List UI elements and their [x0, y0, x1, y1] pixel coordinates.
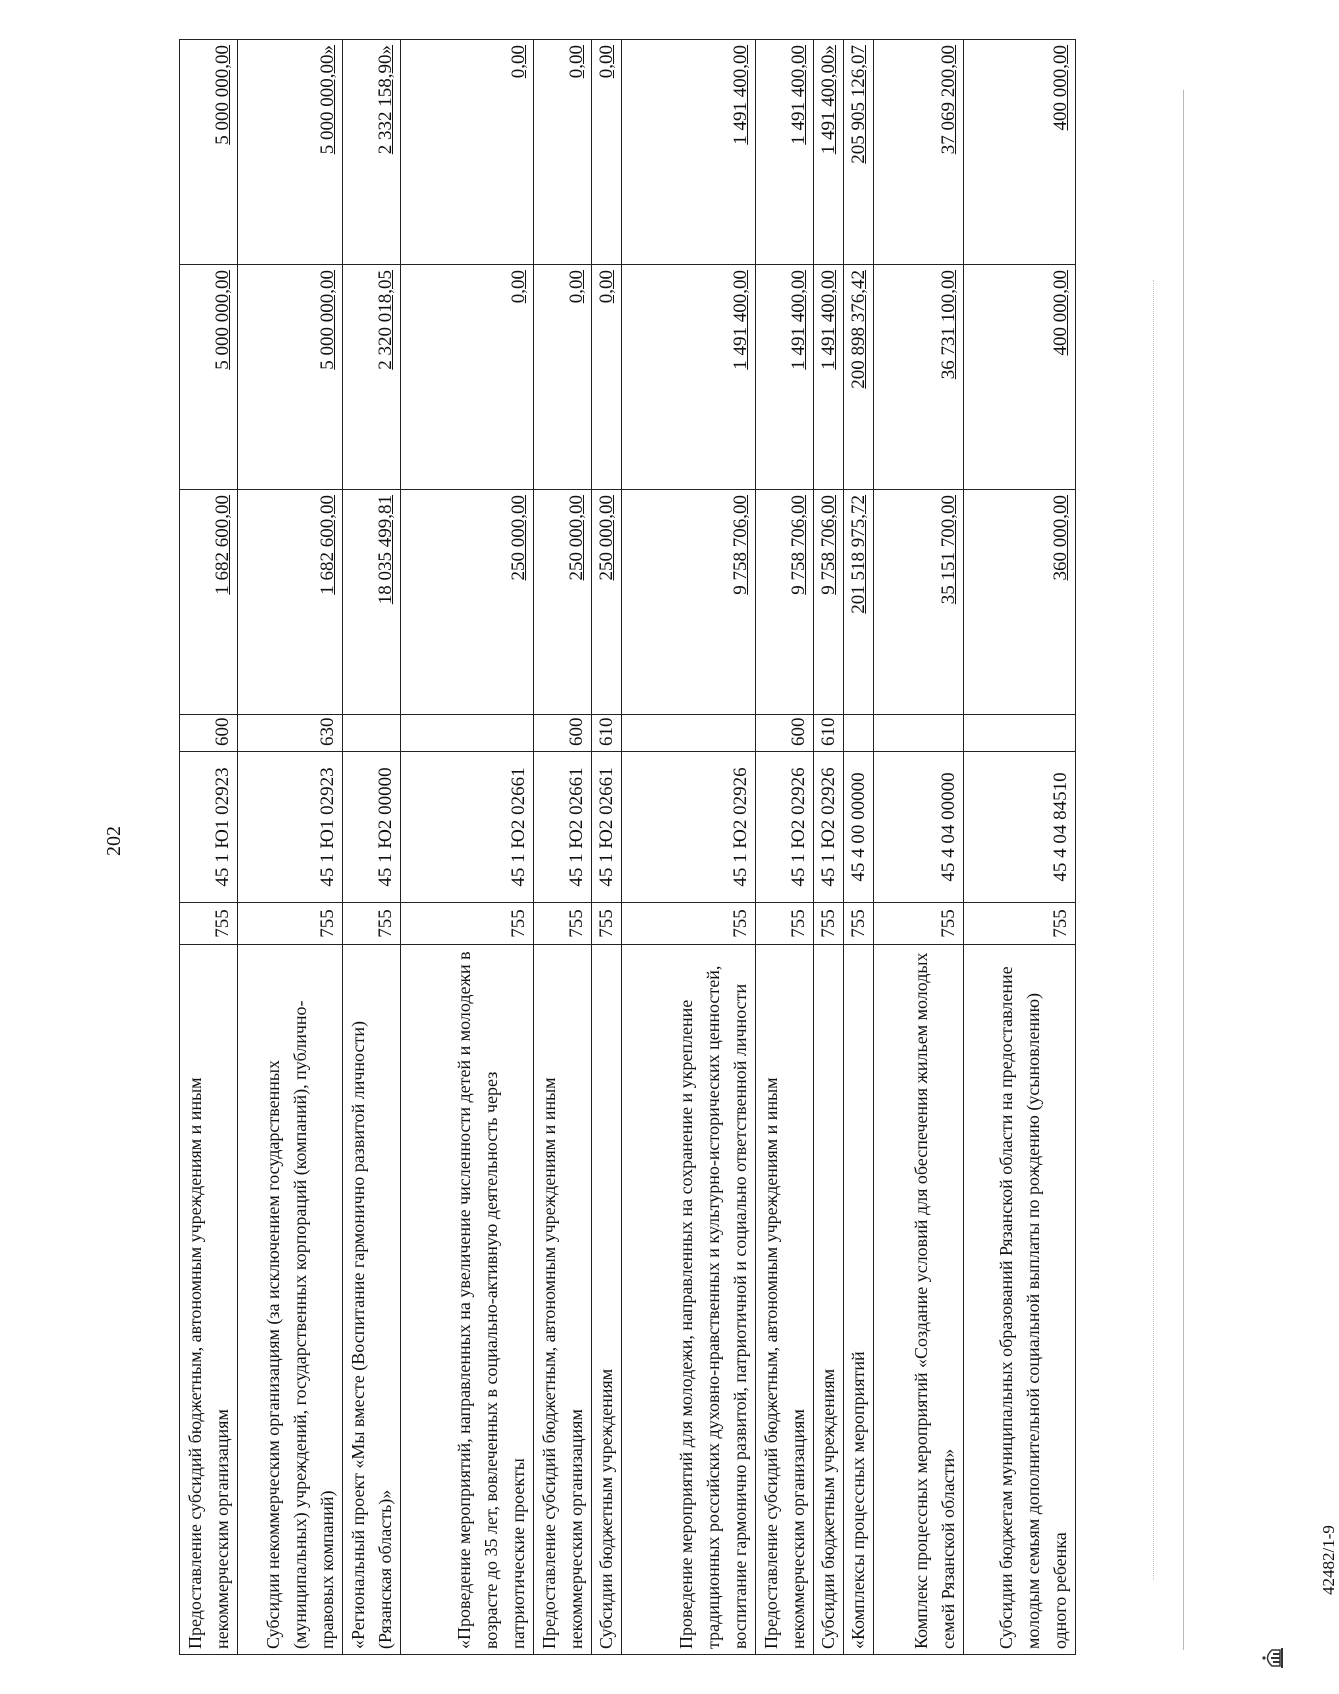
cell-target-article-text: 45 1 Ю2 00000	[375, 767, 396, 887]
cell-target-article	[874, 752, 964, 903]
cell-name-text: Комплекс процессных мероприятий «Создание условий для обеспечения жильем молодых семей Рязанской области»	[911, 952, 958, 1649]
cell-name	[622, 945, 756, 1655]
cell-ministry	[844, 903, 874, 945]
cell-target-article-text: 45 1 Ю2 02926	[818, 767, 839, 887]
cell-amount-2026	[622, 40, 756, 265]
cell-amount-2025	[343, 265, 401, 490]
cell-amount-2026-text: 37 069 200,00	[938, 45, 959, 155]
cell-name-text: «Региональный проект «Мы вместе (Воспитание гармонично развитой личности) (Рязанская область)»	[348, 1021, 395, 1649]
cell-expense-type-text: 630	[317, 717, 338, 746]
cell-ministry	[592, 903, 622, 945]
cell-amount-2025-text: 1 491 400,00	[818, 270, 839, 370]
cell-amount-2026	[964, 40, 1076, 265]
cell-name	[964, 945, 1076, 1655]
cell-amount-2026	[238, 40, 343, 265]
cell-amount-2025-text: 5 000 000,00	[317, 270, 338, 370]
cell-amount-2025	[814, 265, 844, 490]
cell-name	[844, 945, 874, 1655]
budget-table	[179, 39, 1076, 1655]
table-row	[343, 40, 401, 1655]
cell-amount-2026	[874, 40, 964, 265]
table-row	[814, 40, 844, 1655]
cell-name	[401, 945, 534, 1655]
table-row	[180, 40, 238, 1655]
cell-name-text: Субсидии некоммерческим организациям (за исключением государственных (муниципальных) учреждений, государственных корпораций (компаний), публично-правовых компаний)	[263, 1000, 337, 1649]
cell-amount-2024-text: 1 682 600,00	[212, 495, 233, 595]
cell-amount-2026	[756, 40, 814, 265]
cell-amount-2026	[844, 40, 874, 265]
cell-name	[534, 945, 592, 1655]
scan-edge-line	[1183, 90, 1184, 1650]
cell-amount-2025	[756, 265, 814, 490]
cell-amount-2026-text: 5 000 000,00»	[317, 45, 338, 155]
cell-target-article	[964, 752, 1076, 903]
cell-expense-type	[238, 715, 343, 752]
cell-ministry-text: 755	[788, 909, 809, 938]
cell-name-text: «Проведение мероприятий, направленных на увеличение численности детей и молодежи в возрасте до 35 лет, вовлеченных в социально-активную деятельность через патриотические проекты	[454, 951, 528, 1649]
table-row	[534, 40, 592, 1655]
cell-expense-type-text: 600	[212, 717, 233, 746]
cell-amount-2026-text: 400 000,00	[1050, 45, 1071, 131]
table-row	[756, 40, 814, 1655]
cell-amount-2026-text: 0,00	[596, 45, 617, 79]
scan-dots	[1153, 280, 1155, 1580]
table-body	[180, 40, 1076, 1655]
cell-target-article	[238, 752, 343, 903]
cell-ministry-text: 755	[317, 909, 338, 938]
cell-amount-2024	[622, 490, 756, 715]
cell-ministry	[814, 903, 844, 945]
cell-target-article-text: 45 4 00 00000	[848, 772, 869, 882]
cell-target-article-text: 45 1 Ю1 02923	[212, 767, 233, 887]
cell-amount-2026	[814, 40, 844, 265]
cell-amount-2026-text: 1 491 400,00	[730, 45, 751, 145]
cell-target-article	[756, 752, 814, 903]
cell-amount-2024-text: 18 035 499,81	[375, 495, 396, 605]
cell-target-article-text: 45 1 Ю2 02661	[508, 767, 529, 887]
cell-amount-2025	[622, 265, 756, 490]
cell-target-article-text: 45 4 04 84510	[1050, 772, 1071, 882]
cell-amount-2025-text: 5 000 000,00	[212, 270, 233, 370]
cell-name	[238, 945, 343, 1655]
cell-name-text: Субсидии бюджетам муниципальных образований Рязанской области на предоставление молодым семьям дополнительной социальной выплаты по рождению (усыновлению) одного ребенка	[996, 966, 1070, 1649]
cell-amount-2025	[238, 265, 343, 490]
cell-amount-2025	[534, 265, 592, 490]
cell-amount-2026-text: 2 332 158,90»	[375, 45, 396, 155]
cell-amount-2024-text: 201 518 975,72	[848, 495, 869, 614]
cell-amount-2025-text: 2 320 018,05	[375, 270, 396, 370]
cell-target-article-text: 45 1 Ю2 02926	[788, 767, 809, 887]
page-number: 202	[103, 826, 125, 856]
document-code: 42482/1-9	[1319, 1525, 1338, 1595]
cell-amount-2025-text: 1 491 400,00	[730, 270, 751, 370]
cell-ministry-text: 755	[938, 909, 959, 938]
cell-ministry	[622, 903, 756, 945]
cell-target-article-text: 45 1 Ю2 02926	[730, 767, 751, 887]
cell-amount-2026	[401, 40, 534, 265]
cell-amount-2024	[238, 490, 343, 715]
cell-name	[343, 945, 401, 1655]
cell-amount-2025-text: 200 898 376,42	[848, 270, 869, 389]
cell-amount-2024	[180, 490, 238, 715]
cell-expense-type	[874, 715, 964, 752]
cell-amount-2025	[180, 265, 238, 490]
table-row	[401, 40, 534, 1655]
cell-amount-2024-text: 360 000,00	[1050, 495, 1071, 581]
cell-amount-2025-text: 0,00	[596, 270, 617, 304]
cell-name-text: Проведение мероприятий для молодежи, направленных на сохранение и укрепление традиционных российских духовно-нравственных и культурно-исторических ценностей, воспитание гармонично развитой, патриотичной и социально ответственной личности	[676, 965, 750, 1649]
cell-name-text: Предоставление субсидий бюджетным, автономным учреждениям и иным некоммерческим организациям	[539, 1077, 586, 1649]
cell-amount-2024	[844, 490, 874, 715]
cell-amount-2024-text: 9 758 706,00	[788, 495, 809, 595]
cell-target-article	[622, 752, 756, 903]
cell-amount-2024-text: 9 758 706,00	[818, 495, 839, 595]
budget-table-rotated	[179, 40, 1071, 1655]
cell-expense-type	[964, 715, 1076, 752]
table-row	[592, 40, 622, 1655]
cell-amount-2026-text: 205 905 126,07	[848, 45, 869, 164]
table-row	[238, 40, 343, 1655]
cell-amount-2024-text: 250 000,00	[508, 495, 529, 581]
table-row	[874, 40, 964, 1655]
cell-expense-type	[180, 715, 238, 752]
cell-amount-2024-text: 35 151 700,00	[938, 495, 959, 605]
cell-ministry	[343, 903, 401, 945]
cell-expense-type-text: 610	[818, 717, 839, 746]
cell-expense-type-text: 600	[788, 717, 809, 746]
cell-amount-2024	[756, 490, 814, 715]
table-row	[622, 40, 756, 1655]
cell-ministry-text: 755	[848, 909, 869, 938]
cell-amount-2025	[874, 265, 964, 490]
cell-ministry-text: 755	[730, 909, 751, 938]
cell-amount-2026-text: 1 491 400,00»	[818, 45, 839, 155]
cell-amount-2024-text: 9 758 706,00	[730, 495, 751, 595]
cell-ministry-text: 755	[596, 909, 617, 938]
cell-amount-2025	[844, 265, 874, 490]
cell-expense-type-text: 600	[566, 717, 587, 746]
cell-amount-2025-text: 0,00	[508, 270, 529, 304]
cell-target-article	[844, 752, 874, 903]
cell-expense-type	[844, 715, 874, 752]
cell-ministry-text: 755	[566, 909, 587, 938]
cell-expense-type	[401, 715, 534, 752]
cell-name	[756, 945, 814, 1655]
cell-target-article	[592, 752, 622, 903]
cell-target-article-text: 45 1 Ю1 02923	[317, 767, 338, 887]
cell-expense-type	[622, 715, 756, 752]
cell-amount-2026	[180, 40, 238, 265]
cell-amount-2025-text: 36 731 100,00	[938, 270, 959, 380]
cell-expense-type	[343, 715, 401, 752]
cell-amount-2024	[343, 490, 401, 715]
cell-expense-type-text: 610	[596, 717, 617, 746]
cell-name-text: Субсидии бюджетным учреждениям	[818, 1368, 838, 1649]
cell-name-text: Субсидии бюджетным учреждениям	[596, 1368, 616, 1649]
cell-amount-2024	[401, 490, 534, 715]
cell-name	[814, 945, 844, 1655]
cell-amount-2024	[592, 490, 622, 715]
cell-ministry	[756, 903, 814, 945]
cell-target-article-text: 45 4 04 00000	[938, 772, 959, 882]
cell-name	[874, 945, 964, 1655]
cell-name-text: «Комплексы процессных мероприятий	[848, 1351, 868, 1649]
cell-amount-2025-text: 0,00	[566, 270, 587, 304]
table-row	[964, 40, 1076, 1655]
cell-ministry-text: 755	[212, 909, 233, 938]
cell-amount-2024	[534, 490, 592, 715]
cell-target-article	[343, 752, 401, 903]
cell-amount-2025-text: 1 491 400,00	[788, 270, 809, 370]
cell-amount-2026	[343, 40, 401, 265]
cell-ministry	[874, 903, 964, 945]
cell-ministry-text: 755	[375, 909, 396, 938]
cell-name	[592, 945, 622, 1655]
cell-ministry-text: 755	[1050, 909, 1071, 938]
cell-target-article	[401, 752, 534, 903]
cell-amount-2026	[534, 40, 592, 265]
cell-name-text: Предоставление субсидий бюджетным, автономным учреждениям и иным некоммерческим организациям	[185, 1077, 232, 1649]
cell-ministry-text: 755	[508, 909, 529, 938]
cell-expense-type	[814, 715, 844, 752]
cell-amount-2026-text: 5 000 000,00	[212, 45, 233, 145]
cell-target-article	[180, 752, 238, 903]
cell-target-article	[534, 752, 592, 903]
seal-icon	[1259, 1644, 1285, 1672]
cell-amount-2025	[401, 265, 534, 490]
cell-amount-2026-text: 0,00	[566, 45, 587, 79]
cell-name-text: Предоставление субсидий бюджетным, автономным учреждениям и иным некоммерческим организациям	[761, 1077, 808, 1649]
cell-amount-2024	[814, 490, 844, 715]
cell-amount-2026-text: 1 491 400,00	[788, 45, 809, 145]
cell-target-article-text: 45 1 Ю2 02661	[596, 767, 617, 887]
cell-amount-2026	[592, 40, 622, 265]
cell-ministry	[964, 903, 1076, 945]
cell-expense-type	[534, 715, 592, 752]
cell-target-article	[814, 752, 844, 903]
cell-amount-2024	[874, 490, 964, 715]
cell-ministry	[238, 903, 343, 945]
cell-expense-type	[756, 715, 814, 752]
cell-ministry	[534, 903, 592, 945]
cell-amount-2025	[964, 265, 1076, 490]
cell-name	[180, 945, 238, 1655]
cell-expense-type	[592, 715, 622, 752]
cell-amount-2024	[964, 490, 1076, 715]
cell-amount-2024-text: 1 682 600,00	[317, 495, 338, 595]
cell-ministry	[180, 903, 238, 945]
cell-amount-2025	[592, 265, 622, 490]
cell-ministry	[401, 903, 534, 945]
cell-target-article-text: 45 1 Ю2 02661	[566, 767, 587, 887]
cell-amount-2025-text: 400 000,00	[1050, 270, 1071, 356]
cell-amount-2026-text: 0,00	[508, 45, 529, 79]
cell-ministry-text: 755	[818, 909, 839, 938]
cell-amount-2024-text: 250 000,00	[596, 495, 617, 581]
table-row	[844, 40, 874, 1655]
cell-amount-2024-text: 250 000,00	[566, 495, 587, 581]
